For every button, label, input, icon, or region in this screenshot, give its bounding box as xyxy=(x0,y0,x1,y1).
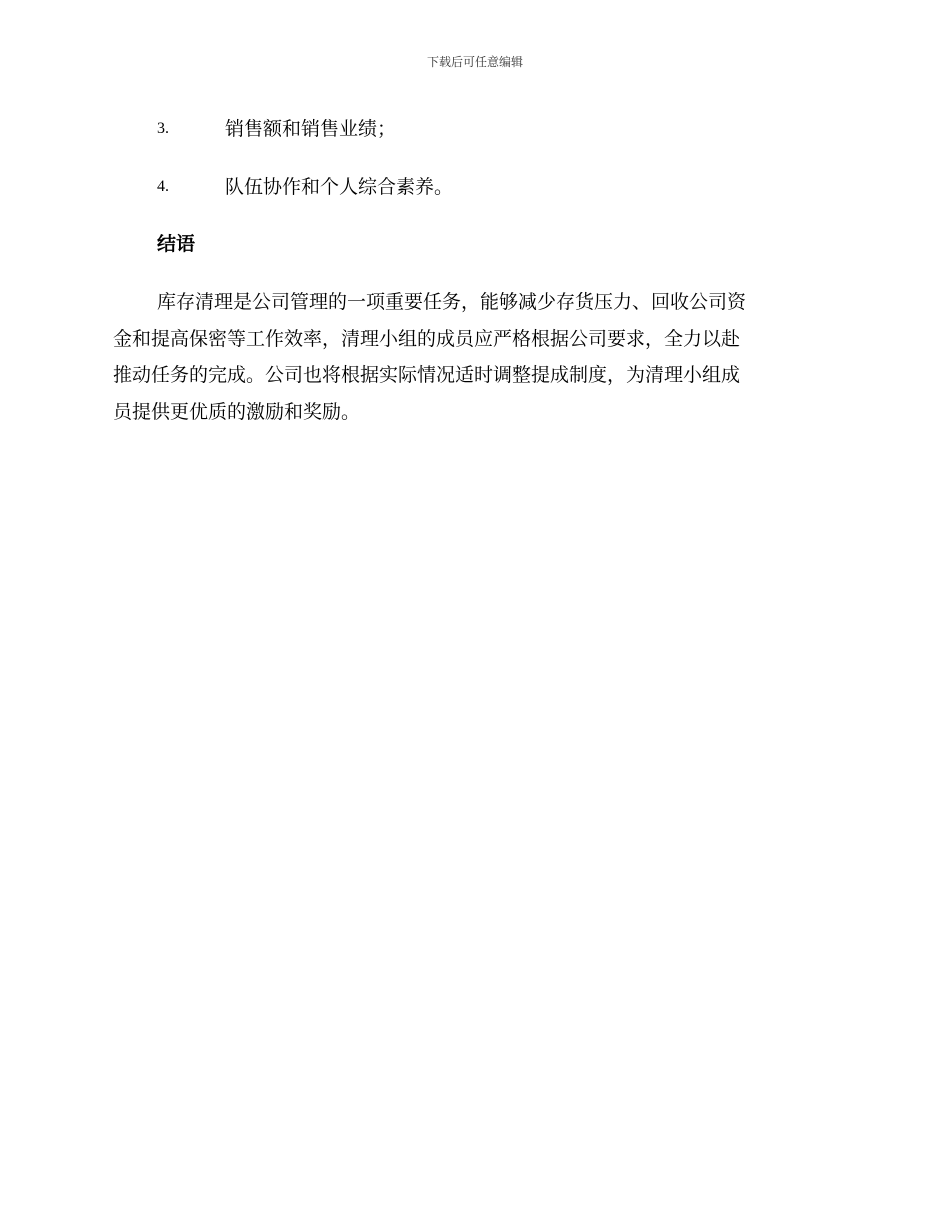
list-item-text: 销售额和销售业绩； xyxy=(225,118,397,140)
paragraph-line: 库存清理是公司管理的一项重要任务，能够减少存货压力、回收公司资 xyxy=(157,291,747,313)
page-header: 下载后可任意编辑 xyxy=(426,55,523,69)
list-item-number: 4. xyxy=(157,178,169,195)
conclusion-paragraph xyxy=(113,284,833,430)
list-item-text: 队伍协作和个人综合素养。 xyxy=(225,176,454,198)
section-heading-conclusion: 结语 xyxy=(157,233,196,255)
paragraph-line: 推动任务的完成。公司也将根据实际情况适时调整提成制度，为清理小组成 xyxy=(113,364,741,386)
paragraph-line: 员提供更优质的激励和奖励。 xyxy=(113,400,361,423)
paragraph-line: 金和提高保密等工作效率，清理小组的成员应严格根据公司要求，全力以赴 xyxy=(113,327,741,350)
list-item-number: 3. xyxy=(157,120,169,137)
